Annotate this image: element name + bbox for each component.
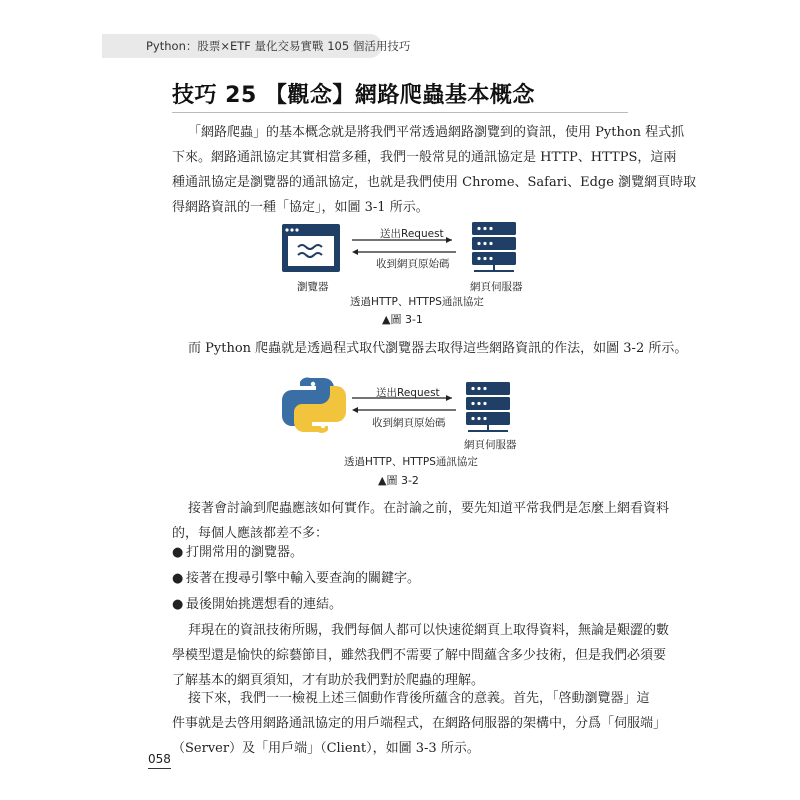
paragraph-line: 的，每個人應該都差不多：: [172, 526, 329, 541]
figure-3-2-protocol-label: 透過HTTP、HTTPS通訊協定: [344, 456, 478, 468]
paragraph-line: 而 Python 爬蟲就是透過程式取代瀏覽器去取得這些網路資訊的作法，如圖 3-2 所示。: [188, 341, 688, 356]
paragraph-client-server: [172, 686, 667, 761]
server-icon: [472, 222, 516, 271]
page-number: 058: [148, 752, 171, 769]
python-logo-icon: [282, 377, 346, 432]
figure-3-2-send-label: 送出Request: [376, 387, 440, 399]
list-item: [172, 569, 628, 589]
list-item-text: 打開常用的瀏覽器。: [186, 545, 304, 560]
list-item-text: 最後開始挑選想看的連結。: [186, 597, 343, 612]
paragraph-web-knowledge: [172, 618, 670, 693]
figure-3-1-server-label: 網頁伺服器: [470, 281, 523, 293]
list-item-text: 接著在搜尋引擎中輸入要查詢的關鍵字。: [186, 571, 421, 586]
paragraph-line: 種通訊協定是瀏覽器的通訊協定，也就是我們使用 Chrome、Safari、Edge 瀏覽網頁時取: [172, 175, 697, 190]
response-arrow-icon: [352, 249, 456, 255]
browser-window-icon: [282, 224, 340, 272]
figure-3-1-caption: ▲圖 3-1: [382, 313, 423, 326]
paragraph-line: 「網路爬蟲」的基本概念就是將我們平常透過網路瀏覽到的資訊，使用 Python 程式抓: [188, 125, 685, 140]
paragraph-line: 了解基本的網頁須知，才有助於我們對於爬蟲的理解。: [172, 673, 485, 688]
paragraph-line: 件事就是去啓用網路通訊協定的用戶端程式，在網路伺服器的架構中，分爲「伺服端」: [172, 716, 667, 731]
figure-3-1-receive-label: 收到網頁原始碼: [376, 258, 450, 270]
bullet-icon: ●: [172, 597, 184, 612]
figure-3-1-send-label: 送出Request: [380, 228, 444, 240]
bullet-icon: ●: [172, 571, 184, 586]
title-divider: [172, 112, 628, 113]
figure-3-1-protocol-label: 透過HTTP、HTTPS通訊協定: [350, 296, 484, 308]
response-arrow-icon: [352, 407, 456, 413]
paragraph-line: 得網路資訊的一種「協定」，如圖 3-1 所示。: [172, 200, 429, 215]
figure-3-2-receive-label: 收到網頁原始碼: [372, 417, 446, 429]
paragraph-intro: [172, 120, 697, 220]
paragraph-line: 接著會討論到爬蟲應該如何實作。在討論之前，要先知道平常我們是怎麼上網看資料: [188, 501, 670, 516]
figure-3-2-server-label: 網頁伺服器: [464, 439, 517, 451]
paragraph-line: 拜現在的資訊技術所賜，我們每個人都可以快速從網頁上取得資料，無論是艱澀的數: [188, 623, 670, 638]
paragraph-line: 接下來，我們一一檢視上述三個動作背後所蘊含的意義。首先，「啓動瀏覽器」這: [188, 691, 650, 706]
list-item: [172, 543, 628, 563]
bullet-icon: ●: [172, 545, 184, 560]
section-title: 技巧 25 【觀念】網路爬蟲基本概念: [172, 83, 535, 108]
paragraph-implementation: [172, 496, 670, 546]
paragraph-line: 學模型還是愉快的綜藝節目，雖然我們不需要了解中間蘊含多少技術，但是我們必須要: [172, 648, 667, 663]
server-icon: [466, 382, 510, 431]
figure-3-2-caption: ▲圖 3-2: [378, 474, 419, 487]
running-header-title: Python：股票×ETF 量化交易實戰 105 個活用技巧: [146, 39, 411, 53]
paragraph-line: 下來。網路通訊協定其實相當多種，我們一般常見的通訊協定是 HTTP、HTTPS，這兩: [172, 150, 677, 165]
list-item: [172, 595, 628, 615]
figure-3-1-client-label: 瀏覽器: [297, 281, 329, 293]
paragraph-python-crawler: [172, 336, 688, 361]
paragraph-line: （Server）及「用戶端」（Client），如圖 3-3 所示。: [172, 741, 480, 756]
running-header: [102, 34, 411, 58]
